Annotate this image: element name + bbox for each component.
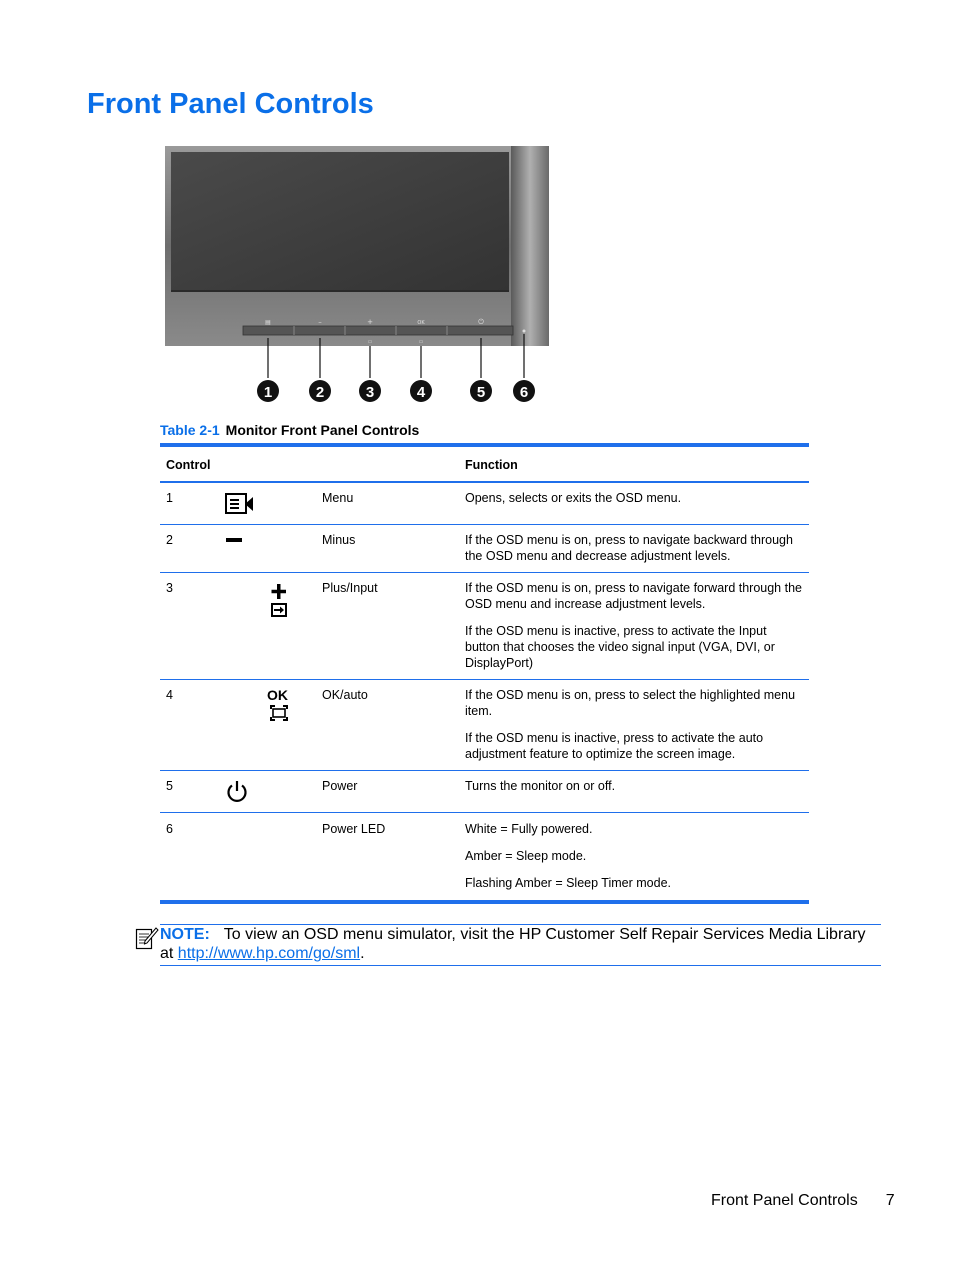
- table-row: [160, 482, 809, 525]
- row-name: Power: [316, 771, 459, 813]
- row-number: 5: [160, 771, 207, 813]
- callout-1: [257, 380, 279, 402]
- row-name: Menu: [316, 482, 459, 525]
- note-box: [160, 924, 881, 966]
- row-icon-cell: [207, 482, 316, 525]
- row-icon-cell: [207, 573, 316, 680]
- function-text: If the OSD menu is on, press to navigate backward through the OSD menu and decrease adjustment levels.: [465, 533, 793, 563]
- row-number: 6: [166, 822, 173, 836]
- header-function: Function: [459, 445, 809, 482]
- row-name: Plus/Input: [316, 573, 459, 680]
- note-text: To view an OSD menu simulator, visit the HP Customer Self Repair Services Media Library at: [160, 926, 866, 962]
- row-name: Minus: [316, 525, 459, 573]
- ok-auto-icon: [267, 687, 297, 721]
- power-icon: [225, 780, 249, 804]
- table-caption-title: Monitor Front Panel Controls: [225, 422, 420, 438]
- row-name: Power LED: [322, 822, 386, 836]
- monitor-screen: [171, 152, 509, 290]
- function-text: Turns the monitor on or off.: [465, 779, 616, 793]
- svg-text:5: 5: [476, 384, 486, 401]
- table-row: [160, 573, 809, 680]
- function-text: White = Fully powered.: [465, 822, 593, 836]
- table-caption-number: Table 2-1: [160, 422, 220, 438]
- function-text: If the OSD menu is inactive, press to activate the auto adjustment feature to optimize the screen image.: [465, 731, 764, 761]
- callout-2: [309, 380, 331, 402]
- note-trailing: .: [360, 945, 365, 962]
- row-icon-cell: [207, 813, 316, 903]
- table-header-row: [160, 445, 809, 482]
- page-footer: [711, 1192, 895, 1210]
- row-function: [459, 680, 809, 771]
- table-row: [160, 771, 809, 813]
- function-text: Flashing Amber = Sleep Timer mode.: [465, 876, 671, 890]
- monitor-side-edge: [511, 146, 549, 346]
- svg-text:4: 4: [416, 384, 426, 401]
- row-icon-cell: [207, 525, 316, 573]
- minus-icon: [225, 534, 245, 546]
- function-text: If the OSD menu is inactive, press to activate the Input button that chooses the video signal input (VGA, DVI, or DisplayPort): [465, 624, 775, 670]
- svg-text:▭: ▭: [367, 339, 373, 345]
- page-title: Front Panel Controls: [87, 88, 374, 120]
- row-icon-cell: [207, 771, 316, 813]
- callout-5: [470, 380, 492, 402]
- row-icon-cell: [207, 680, 316, 771]
- header-control: Control: [160, 445, 459, 482]
- callout-6: [513, 380, 535, 402]
- row-number: 2: [160, 525, 207, 573]
- page-number: 7: [885, 1192, 895, 1209]
- row-number: 4: [160, 680, 207, 771]
- note-link[interactable]: http://www.hp.com/go/sml: [177, 945, 361, 962]
- row-number: 1: [160, 482, 207, 525]
- function-text: If the OSD menu is on, press to navigate forward through the OSD menu and increase adjustment levels.: [465, 581, 802, 611]
- function-text: Amber = Sleep mode.: [465, 849, 587, 863]
- callout-3: [359, 380, 381, 402]
- menu-icon: [225, 492, 255, 516]
- svg-text:⏻: ⏻: [478, 318, 484, 326]
- svg-text:3: 3: [365, 384, 375, 401]
- svg-text:+: +: [367, 318, 373, 326]
- table-row: [160, 525, 809, 573]
- row-function: [459, 771, 809, 813]
- monitor-front-panel-figure: [165, 146, 551, 408]
- row-name: OK/auto: [316, 680, 459, 771]
- row-function: [459, 482, 809, 525]
- controls-table: [160, 443, 809, 904]
- function-text: If the OSD menu is on, press to select the highlighted menu item.: [465, 688, 796, 718]
- svg-text:OK: OK: [417, 320, 425, 326]
- row-function: [459, 813, 809, 903]
- svg-text:–: –: [318, 318, 322, 326]
- callout-4: [410, 380, 432, 402]
- ok-icon-text: OK: [267, 687, 288, 703]
- svg-text:1: 1: [263, 384, 273, 401]
- row-number: 3: [160, 573, 207, 680]
- note-label: NOTE:: [160, 926, 210, 943]
- table-row: [160, 680, 809, 771]
- note-icon: [135, 926, 159, 950]
- svg-text:▤: ▤: [265, 319, 271, 326]
- auto-adjust-icon: [269, 705, 289, 721]
- table-row: [160, 813, 809, 903]
- footer-title: Front Panel Controls: [711, 1192, 858, 1209]
- svg-text:2: 2: [315, 384, 325, 401]
- row-function: [459, 573, 809, 680]
- table-caption: [160, 422, 419, 438]
- plus-input-icon: [271, 582, 295, 620]
- row-function: [459, 525, 809, 573]
- function-text: Opens, selects or exits the OSD menu.: [465, 491, 682, 505]
- svg-text:▭: ▭: [418, 339, 424, 345]
- svg-text:6: 6: [519, 384, 529, 401]
